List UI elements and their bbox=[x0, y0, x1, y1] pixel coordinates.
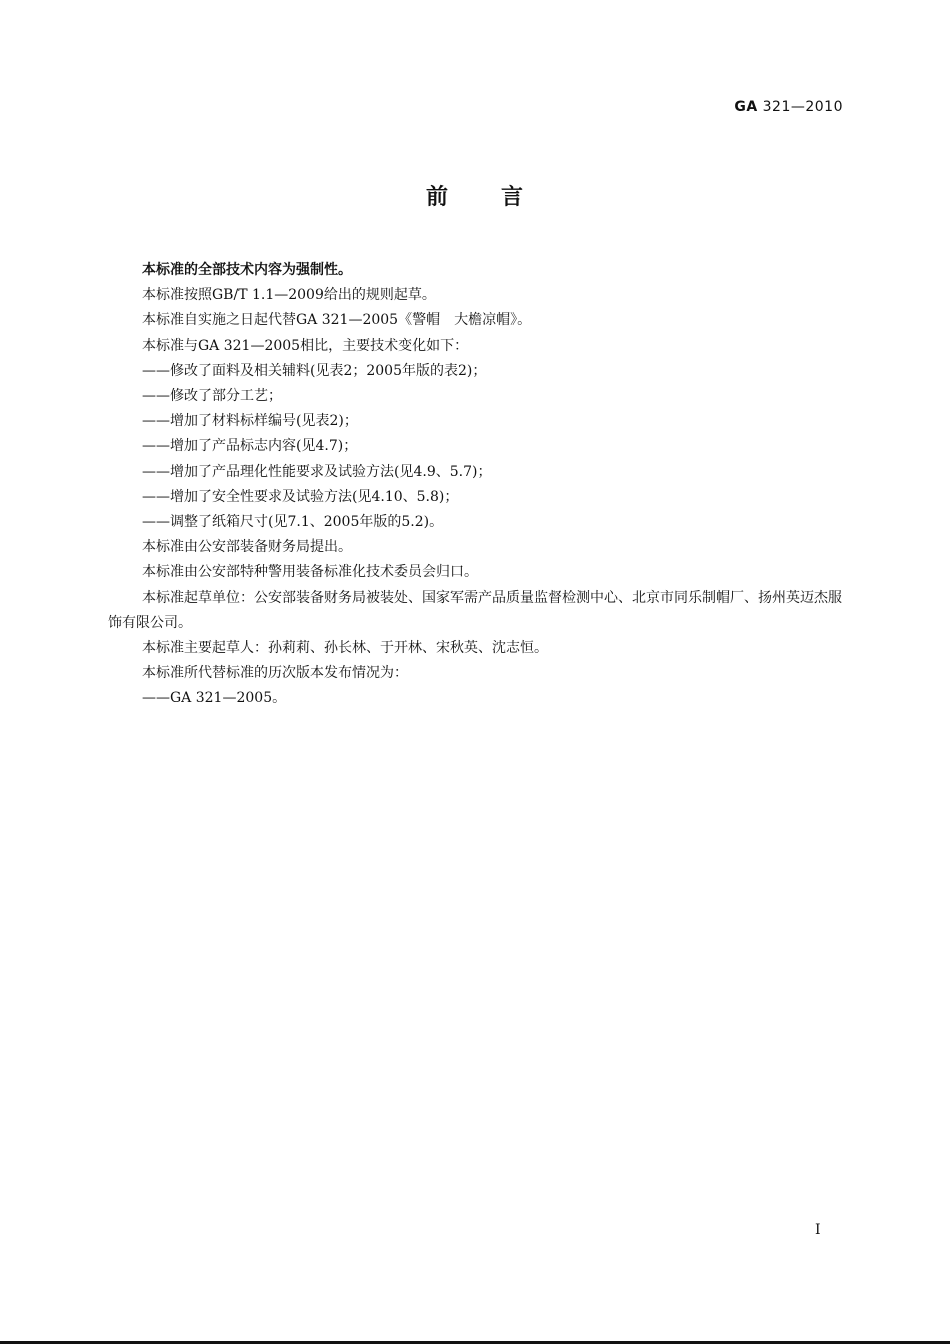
paragraph-drafting-units: 本标准起草单位：公安部装备财务局被装处、国家军需产品质量监督检测中心、北京市同乐制帽厂、扬州英迈杰服饰有限公司。 bbox=[108, 589, 842, 631]
paragraph-committee: 本标准由公安部特种警用装备标准化技术委员会归口。 bbox=[142, 564, 478, 581]
document-code bbox=[734, 99, 843, 115]
section-title-part2: 言 bbox=[501, 185, 525, 210]
list-item-history: ——GA 321—2005。 bbox=[142, 690, 287, 707]
page-number: I bbox=[815, 1222, 821, 1238]
paragraph-changes-intro: 本标准与GA 321—2005相比，主要技术变化如下： bbox=[142, 337, 469, 354]
section-title bbox=[0, 180, 950, 211]
paragraph-proposer: 本标准由公安部装备财务局提出。 bbox=[142, 539, 352, 556]
list-item-change: ——修改了面料及相关辅料(见表2；2005年版的表2)； bbox=[142, 362, 487, 379]
paragraph-mandatory: 本标准的全部技术内容为强制性。 bbox=[142, 262, 352, 278]
paragraph-drafting-rules: 本标准按照GB/T 1.1—2009给出的规则起草。 bbox=[142, 287, 436, 304]
list-item-change: ——增加了材料标样编号(见表2)； bbox=[142, 413, 358, 430]
foreword-body bbox=[108, 258, 848, 712]
document-code-number: 321—2010 bbox=[762, 99, 843, 115]
list-item-change: ——增加了产品标志内容(见4.7)； bbox=[142, 438, 358, 455]
list-item-change: ——增加了产品理化性能要求及试验方法(见4.9、5.7)； bbox=[142, 463, 492, 480]
list-item-change: ——修改了部分工艺； bbox=[142, 388, 282, 405]
document-code-prefix: GA bbox=[734, 99, 758, 115]
paragraph-replaces: 本标准自实施之日起代替GA 321—2005《警帽 大檐凉帽》。 bbox=[142, 312, 532, 329]
paragraph-history-intro: 本标准所代替标准的历次版本发布情况为： bbox=[142, 665, 408, 682]
list-item-change: ——增加了安全性要求及试验方法(见4.10、5.8)； bbox=[142, 488, 459, 505]
section-title-part1: 前 bbox=[425, 185, 449, 210]
list-item-change: ——调整了纸箱尺寸(见7.1、2005年版的5.2)。 bbox=[142, 514, 444, 531]
paragraph-drafters: 本标准主要起草人：孙莉莉、孙长林、于开林、宋秋英、沈志恒。 bbox=[142, 640, 548, 657]
